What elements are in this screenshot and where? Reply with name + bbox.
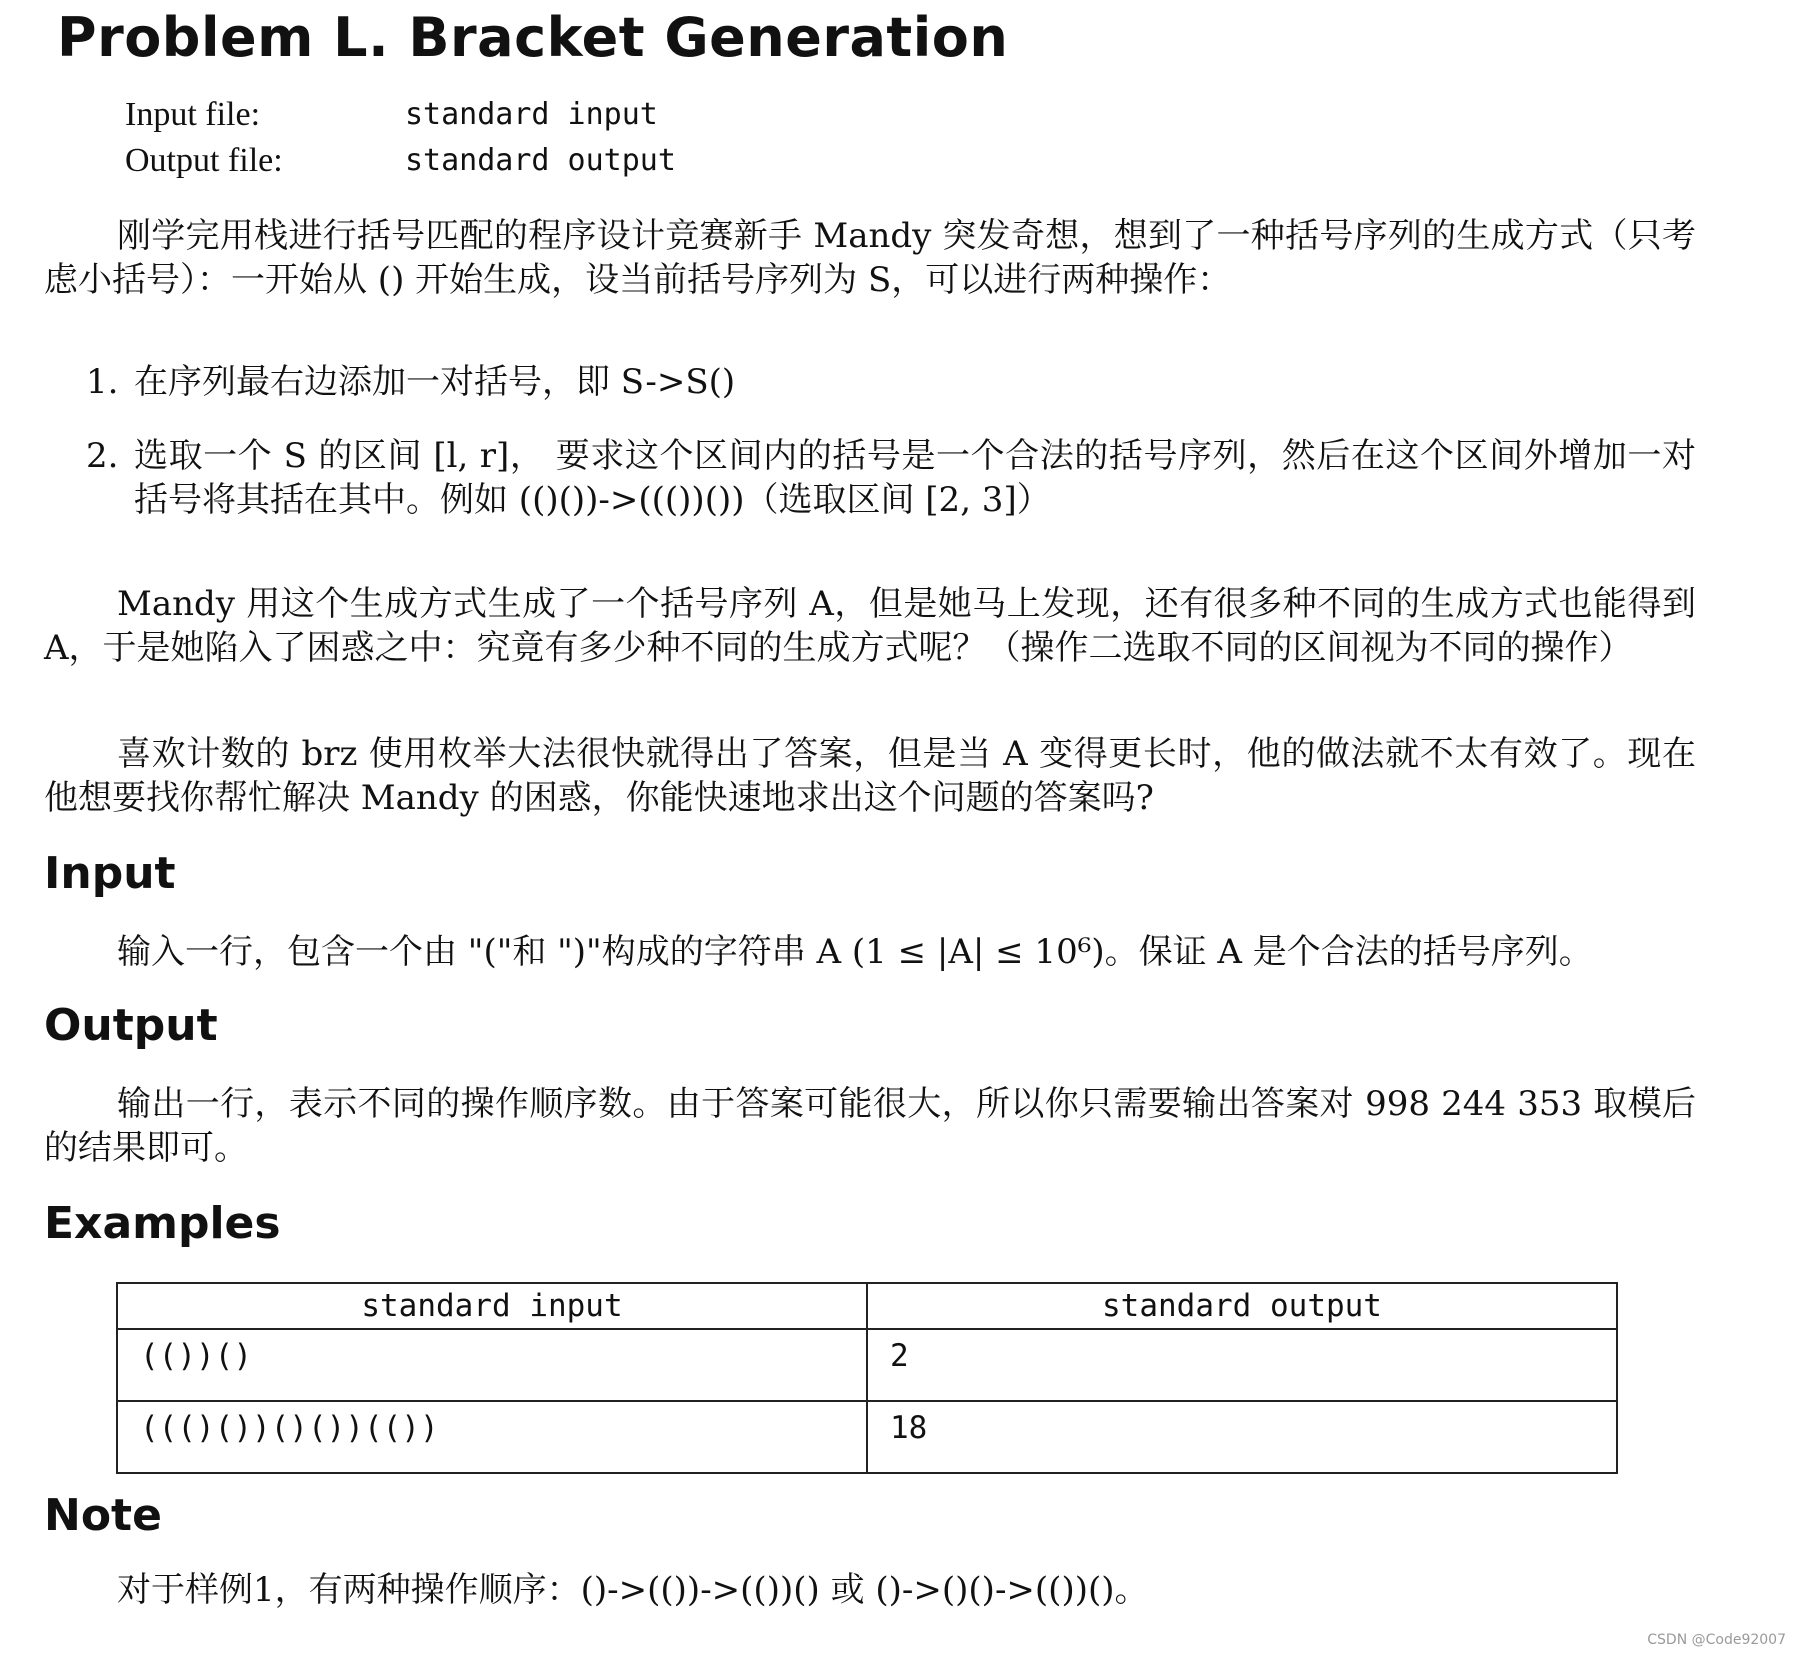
example-output-cell: 2 bbox=[867, 1329, 1617, 1401]
column-header-output: standard output bbox=[867, 1283, 1617, 1329]
example-row bbox=[117, 1401, 1617, 1473]
problem-title: Problem L. Bracket Generation bbox=[57, 6, 1009, 69]
input-file-label: Input file: bbox=[125, 96, 261, 133]
operations-list bbox=[86, 360, 1696, 552]
note-heading: Note bbox=[44, 1490, 162, 1541]
input-file-value: standard input bbox=[405, 97, 658, 132]
operation-text: 在序列最右边添加一对括号，即 S->S() bbox=[134, 362, 736, 402]
io-info bbox=[125, 92, 676, 184]
output-file-label: Output file: bbox=[125, 142, 283, 179]
input-file-row bbox=[125, 92, 676, 138]
column-header-input: standard input bbox=[117, 1283, 867, 1329]
output-description: 输出一行，表示不同的操作顺序数。由于答案可能很大，所以你只需要输出答案对 998 244 353 取模后的结果即可。 bbox=[44, 1084, 1696, 1168]
output-file-row bbox=[125, 138, 676, 184]
operation-item bbox=[86, 360, 1696, 404]
example-input-cell: (())() bbox=[117, 1329, 867, 1401]
csdn-watermark: CSDN @Code92007 bbox=[1647, 1632, 1786, 1648]
example-output-cell: 18 bbox=[867, 1401, 1617, 1473]
input-description: 输入一行，包含一个由 "("和 ")"构成的字符串 A (1 ≤ |A| ≤ 10⁶)。保证 A 是个合法的括号序列。 bbox=[117, 932, 1593, 972]
note-text: 对于样例1，有两种操作顺序：()->(())->(())() 或 ()->()()->(())()。 bbox=[117, 1570, 1149, 1610]
examples-header-row bbox=[117, 1283, 1617, 1329]
operation-number: 2. bbox=[86, 436, 119, 476]
example-input-cell: ((()())()())(()) bbox=[117, 1401, 867, 1473]
output-heading: Output bbox=[44, 1000, 218, 1051]
examples-heading: Examples bbox=[44, 1198, 281, 1249]
operation-item bbox=[86, 434, 1696, 522]
intro-paragraph: 刚学完用栈进行括号匹配的程序设计竞赛新手 Mandy 突发奇想，想到了一种括号序列的生成方式（只考虑小括号）：一开始从 () 开始生成，设当前括号序列为 S，可以进行两种操作： bbox=[44, 216, 1696, 300]
operation-number: 1. bbox=[86, 362, 119, 402]
input-heading: Input bbox=[44, 848, 176, 899]
generation-paragraph: Mandy 用这个生成方式生成了一个括号序列 A，但是她马上发现，还有很多种不同的生成方式也能得到 A，于是她陷入了困惑之中：究竟有多少种不同的生成方式呢？（操作二选取不同的区间视为不同的操作） bbox=[44, 584, 1696, 668]
output-file-value: standard output bbox=[405, 143, 676, 178]
example-row bbox=[117, 1329, 1617, 1401]
examples-table bbox=[116, 1282, 1618, 1474]
brz-paragraph: 喜欢计数的 brz 使用枚举大法很快就得出了答案，但是当 A 变得更长时，他的做法就不太有效了。现在他想要找你帮忙解决 Mandy 的困惑，你能快速地求出这个问题的答案吗? bbox=[44, 734, 1696, 818]
operation-text: 选取一个 S 的区间 [l, r]， 要求这个区间内的括号是一个合法的括号序列，然后在这个区间外增加一对括号将其括在其中。例如 (()())->((())())（选取区间 [2, 3]） bbox=[134, 436, 1696, 520]
